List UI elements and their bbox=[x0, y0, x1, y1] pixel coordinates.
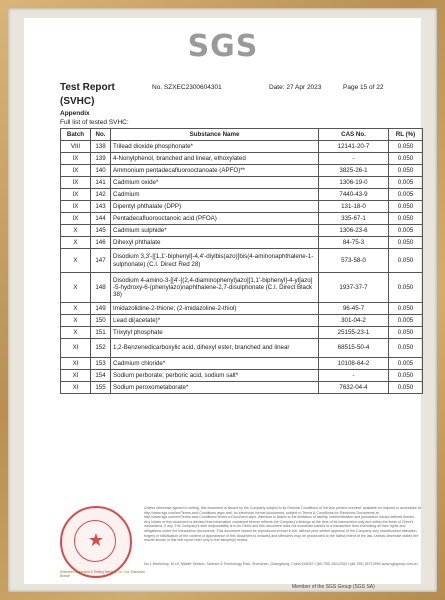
cell-no: 141 bbox=[91, 177, 111, 189]
table-row bbox=[61, 370, 423, 382]
table-row bbox=[61, 358, 423, 370]
cell-no: 148 bbox=[91, 273, 111, 303]
table-row bbox=[61, 382, 423, 394]
header-no: No. bbox=[91, 129, 111, 141]
report-title: Test Report bbox=[60, 82, 115, 93]
report-number: No. SZXEC2300604301 bbox=[152, 84, 222, 91]
cell-cas: 1306-23-6 bbox=[319, 225, 389, 237]
cell-no: 147 bbox=[91, 249, 111, 273]
cell-batch: X bbox=[61, 225, 91, 237]
cell-rl: 0.050 bbox=[389, 370, 423, 382]
cell-cas: 7632-04-4 bbox=[319, 382, 389, 394]
cell-substance: 1,2-Benzenedicarboxylic acid, dihexyl ester, branched and linear bbox=[111, 339, 319, 358]
cell-rl: 0.050 bbox=[389, 339, 423, 358]
cell-rl: 0.050 bbox=[389, 201, 423, 213]
cell-rl: 0.050 bbox=[389, 273, 423, 303]
appendix-heading: Appendix bbox=[60, 110, 90, 117]
table-row bbox=[61, 213, 423, 225]
cell-substance: Sodium peroxometaborate* bbox=[111, 382, 319, 394]
cell-substance: Cadmium chloride* bbox=[111, 358, 319, 370]
cell-substance: Sodium perborate; perboric acid, sodium salt* bbox=[111, 370, 319, 382]
seal-star-icon: ★ bbox=[87, 530, 105, 550]
cell-substance: Dihexyl phthalate bbox=[111, 237, 319, 249]
table-row bbox=[61, 273, 423, 303]
cell-substance: Lead di(acetate)* bbox=[111, 315, 319, 327]
cell-batch: X bbox=[61, 237, 91, 249]
cell-cas: 573-58-0 bbox=[319, 249, 389, 273]
cell-no: 151 bbox=[91, 327, 111, 339]
cell-batch: IX bbox=[61, 177, 91, 189]
cell-no: 142 bbox=[91, 189, 111, 201]
cell-no: 139 bbox=[91, 153, 111, 165]
cell-substance: Cadmium sulphide* bbox=[111, 225, 319, 237]
cell-batch: IX bbox=[61, 165, 91, 177]
cell-rl: 0.050 bbox=[389, 382, 423, 394]
header-batch: Batch bbox=[61, 129, 91, 141]
cell-no: 145 bbox=[91, 225, 111, 237]
cell-rl: 0.050 bbox=[389, 213, 423, 225]
table-row bbox=[61, 249, 423, 273]
table-row bbox=[61, 303, 423, 315]
header-cas: CAS No. bbox=[319, 129, 389, 141]
cell-batch: XI bbox=[61, 358, 91, 370]
cell-batch: IX bbox=[61, 201, 91, 213]
cell-cas: 3825-26-1 bbox=[319, 165, 389, 177]
cell-no: 154 bbox=[91, 370, 111, 382]
cell-no: 150 bbox=[91, 315, 111, 327]
cell-rl: 0.050 bbox=[389, 165, 423, 177]
cell-cas: 96-45-7 bbox=[319, 303, 389, 315]
cell-no: 140 bbox=[91, 165, 111, 177]
cell-no: 153 bbox=[91, 358, 111, 370]
table-row bbox=[61, 141, 423, 153]
cell-cas: 68515-50-4 bbox=[319, 339, 389, 358]
cell-no: 149 bbox=[91, 303, 111, 315]
table-row bbox=[61, 237, 423, 249]
header-substance: Substance Name bbox=[111, 129, 319, 141]
cell-rl: 0.005 bbox=[389, 315, 423, 327]
cell-cas: 84-75-3 bbox=[319, 237, 389, 249]
terms-text: Unless otherwise agreed in writing, this document is issued by the Company subject to its General Conditions of Service printed overleaf, available on request or accessible at http://www.sgs.com/en/Terms-and-Conditions.aspx and, for electronic format documents, subject to Terms & Conditions for Electronic Documents at http://www.sgs.com/en/Terms-and-Conditions/Terms-e-Document.aspx. Attention is drawn to the limitation of liability, indemnification and jurisdiction issues defined therein. Any holder of this document is advised that information contained hereon reflects the Company's findings at the time of its intervention only and within the limits of Client's instructions, if any. The Company's sole responsibility is to its Client and this document does not exonerate parties to a transaction from exercising all their rights and obligations under the transaction documents. This document cannot be reproduced except in full, without prior written approval of the Company. Any unauthorized alteration, forgery or falsification of the content or appearance of this document is unlawful and offenders may be prosecuted to the fullest extent of the law. Unless otherwise stated the results shown in this test report refer only to the sample(s) tested. bbox=[144, 506, 421, 543]
cell-cas: 7440-43-9 bbox=[319, 189, 389, 201]
cell-substance: Cadmium oxide* bbox=[111, 177, 319, 189]
cell-cas: - bbox=[319, 370, 389, 382]
cell-no: 144 bbox=[91, 213, 111, 225]
header-rl: RL (%) bbox=[389, 129, 423, 141]
table-row bbox=[61, 177, 423, 189]
cell-no: 143 bbox=[91, 201, 111, 213]
page-number: Page 15 of 22 bbox=[343, 84, 384, 91]
report-subtitle: (SVHC) bbox=[60, 96, 95, 107]
cell-batch: X bbox=[61, 273, 91, 303]
company-address: No.1 Workshop, M-10, Middle Section, Science & Technology Park, Shenzhen, Guangdong, China 518057 t (86-755) 26012053 f (86-755) 26710594 www.sgsgroup.com.cn bbox=[144, 562, 418, 566]
cell-batch: X bbox=[61, 315, 91, 327]
svhc-table bbox=[60, 128, 423, 394]
cell-batch: IX bbox=[61, 153, 91, 165]
cell-substance: Trilead dioxide phosphonate* bbox=[111, 141, 319, 153]
cell-batch: XI bbox=[61, 382, 91, 394]
cell-batch: VIII bbox=[61, 141, 91, 153]
cell-substance: Disodium 4-amino-3-[[4'-[(2,4-diaminophenyl)azo][1,1'-biphenyl]-4-yl]azo] -5-hydroxy-6-(phenylazo)naphthalene-2,7-disulphonate (C.I. Direct Black 38) bbox=[111, 273, 319, 303]
table-row bbox=[61, 201, 423, 213]
cell-cas: 1306-19-0 bbox=[319, 177, 389, 189]
cell-substance: 4-Nonylphenol, branched and linear, ethoxylated bbox=[111, 153, 319, 165]
cell-no: 146 bbox=[91, 237, 111, 249]
cell-cas: 335-67-1 bbox=[319, 213, 389, 225]
table-row bbox=[61, 153, 423, 165]
sgs-logo: SGS bbox=[187, 29, 259, 64]
cell-cas: 1937-37-7 bbox=[319, 273, 389, 303]
member-note: Member of the SGS Group (SGS SA) bbox=[292, 584, 375, 590]
table-row bbox=[61, 225, 423, 237]
cell-cas: 25155-23-1 bbox=[319, 327, 389, 339]
cell-substance: Dipentyl phthalate (DPP) bbox=[111, 201, 319, 213]
cell-substance: Cadmium bbox=[111, 189, 319, 201]
report-date: Date: 27 Apr 2023 bbox=[269, 84, 322, 91]
table-row bbox=[61, 339, 423, 358]
seal-caption: Shenzhen Inspection & Testing Services Co., Ltd. Shenzhen Branch bbox=[60, 570, 145, 578]
cell-substance: Imidazolidine-2-thione; (2-imidazoline-2-thiol) bbox=[111, 303, 319, 315]
cell-rl: 0.050 bbox=[389, 249, 423, 273]
cell-batch: XI bbox=[61, 339, 91, 358]
cell-substance: Ammonium pentadecafluorooctanoate (APFO)** bbox=[111, 165, 319, 177]
cell-batch: X bbox=[61, 249, 91, 273]
cell-rl: 0.005 bbox=[389, 225, 423, 237]
official-seal-stamp bbox=[60, 506, 132, 578]
table-header-row bbox=[61, 129, 423, 141]
cell-rl: 0.005 bbox=[389, 189, 423, 201]
document-content bbox=[24, 18, 421, 590]
cell-rl: 0.005 bbox=[389, 177, 423, 189]
cell-rl: 0.050 bbox=[389, 303, 423, 315]
cell-rl: 0.050 bbox=[389, 327, 423, 339]
table-row bbox=[61, 165, 423, 177]
cell-cas: 301-04-2 bbox=[319, 315, 389, 327]
cell-batch: X bbox=[61, 303, 91, 315]
cell-rl: 0.050 bbox=[389, 141, 423, 153]
cell-substance: Trixylyl phosphate bbox=[111, 327, 319, 339]
cell-batch: IX bbox=[61, 213, 91, 225]
cell-cas: 10108-64-2 bbox=[319, 358, 389, 370]
cell-batch: XI bbox=[61, 370, 91, 382]
cell-cas: 12141-20-7 bbox=[319, 141, 389, 153]
cell-rl: 0.050 bbox=[389, 153, 423, 165]
cell-substance: Disodium 3,3'-[[1,1'-biphenyl]-4,4'-diylbis(azo)]bis(4-aminonaphthalene-1-sulphonate) (C.I. Direct Red 28) bbox=[111, 249, 319, 273]
list-heading: Full list of tested SVHC: bbox=[60, 119, 129, 126]
table-row bbox=[61, 327, 423, 339]
table-row bbox=[61, 189, 423, 201]
cell-cas: 131-18-0 bbox=[319, 201, 389, 213]
table-row bbox=[61, 315, 423, 327]
cell-batch: X bbox=[61, 327, 91, 339]
cell-rl: 0.050 bbox=[389, 237, 423, 249]
cell-substance: Pentadecafluorooctanoic acid (PFOA) bbox=[111, 213, 319, 225]
cell-batch: IX bbox=[61, 189, 91, 201]
cell-no: 155 bbox=[91, 382, 111, 394]
cell-cas: - bbox=[319, 153, 389, 165]
cell-rl: 0.005 bbox=[389, 358, 423, 370]
cell-no: 138 bbox=[91, 141, 111, 153]
cell-no: 152 bbox=[91, 339, 111, 358]
